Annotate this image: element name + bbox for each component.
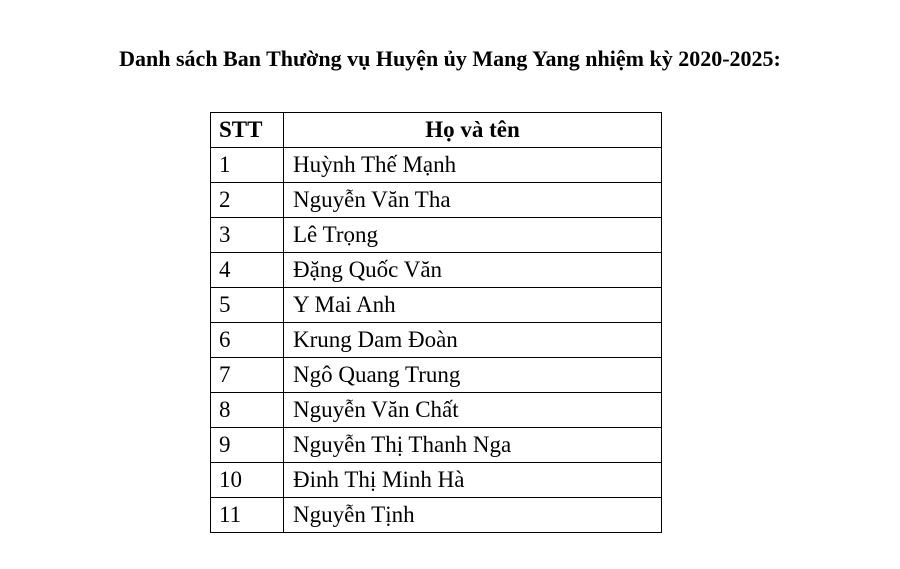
table-row [211,463,662,498]
cell-name: Lê Trọng [284,218,662,253]
cell-name: Nguyễn Thị Thanh Nga [284,428,662,463]
table-row [211,253,662,288]
cell-stt: 2 [211,183,284,218]
cell-stt: 11 [211,498,284,533]
table-row [211,323,662,358]
cell-stt: 10 [211,463,284,498]
cell-stt: 9 [211,428,284,463]
cell-name: Đặng Quốc Văn [284,253,662,288]
table-row [211,218,662,253]
cell-name: Y Mai Anh [284,288,662,323]
cell-name: Huỳnh Thế Mạnh [284,148,662,183]
table-row [211,148,662,183]
table-header [211,113,662,148]
cell-name: Nguyễn Văn Chất [284,393,662,428]
cell-name: Đinh Thị Minh Hà [284,463,662,498]
table-row [211,183,662,218]
member-table [210,112,662,533]
cell-stt: 3 [211,218,284,253]
document-title: Danh sách Ban Thường vụ Huyện ủy Mang Yang nhiệm kỳ 2020-2025: [119,46,781,71]
cell-name: Nguyễn Tịnh [284,498,662,533]
table-body [211,148,662,533]
cell-stt: 7 [211,358,284,393]
table-row [211,358,662,393]
cell-name: Nguyễn Văn Tha [284,183,662,218]
cell-name: Ngô Quang Trung [284,358,662,393]
table-row [211,428,662,463]
table-row [211,498,662,533]
header-name: Họ và tên [284,113,662,148]
cell-stt: 8 [211,393,284,428]
table-row [211,288,662,323]
table-row [211,393,662,428]
cell-stt: 1 [211,148,284,183]
cell-stt: 6 [211,323,284,358]
cell-stt: 5 [211,288,284,323]
cell-name: Krung Dam Đoàn [284,323,662,358]
header-stt: STT [211,113,284,148]
header-row [211,113,662,148]
cell-stt: 4 [211,253,284,288]
